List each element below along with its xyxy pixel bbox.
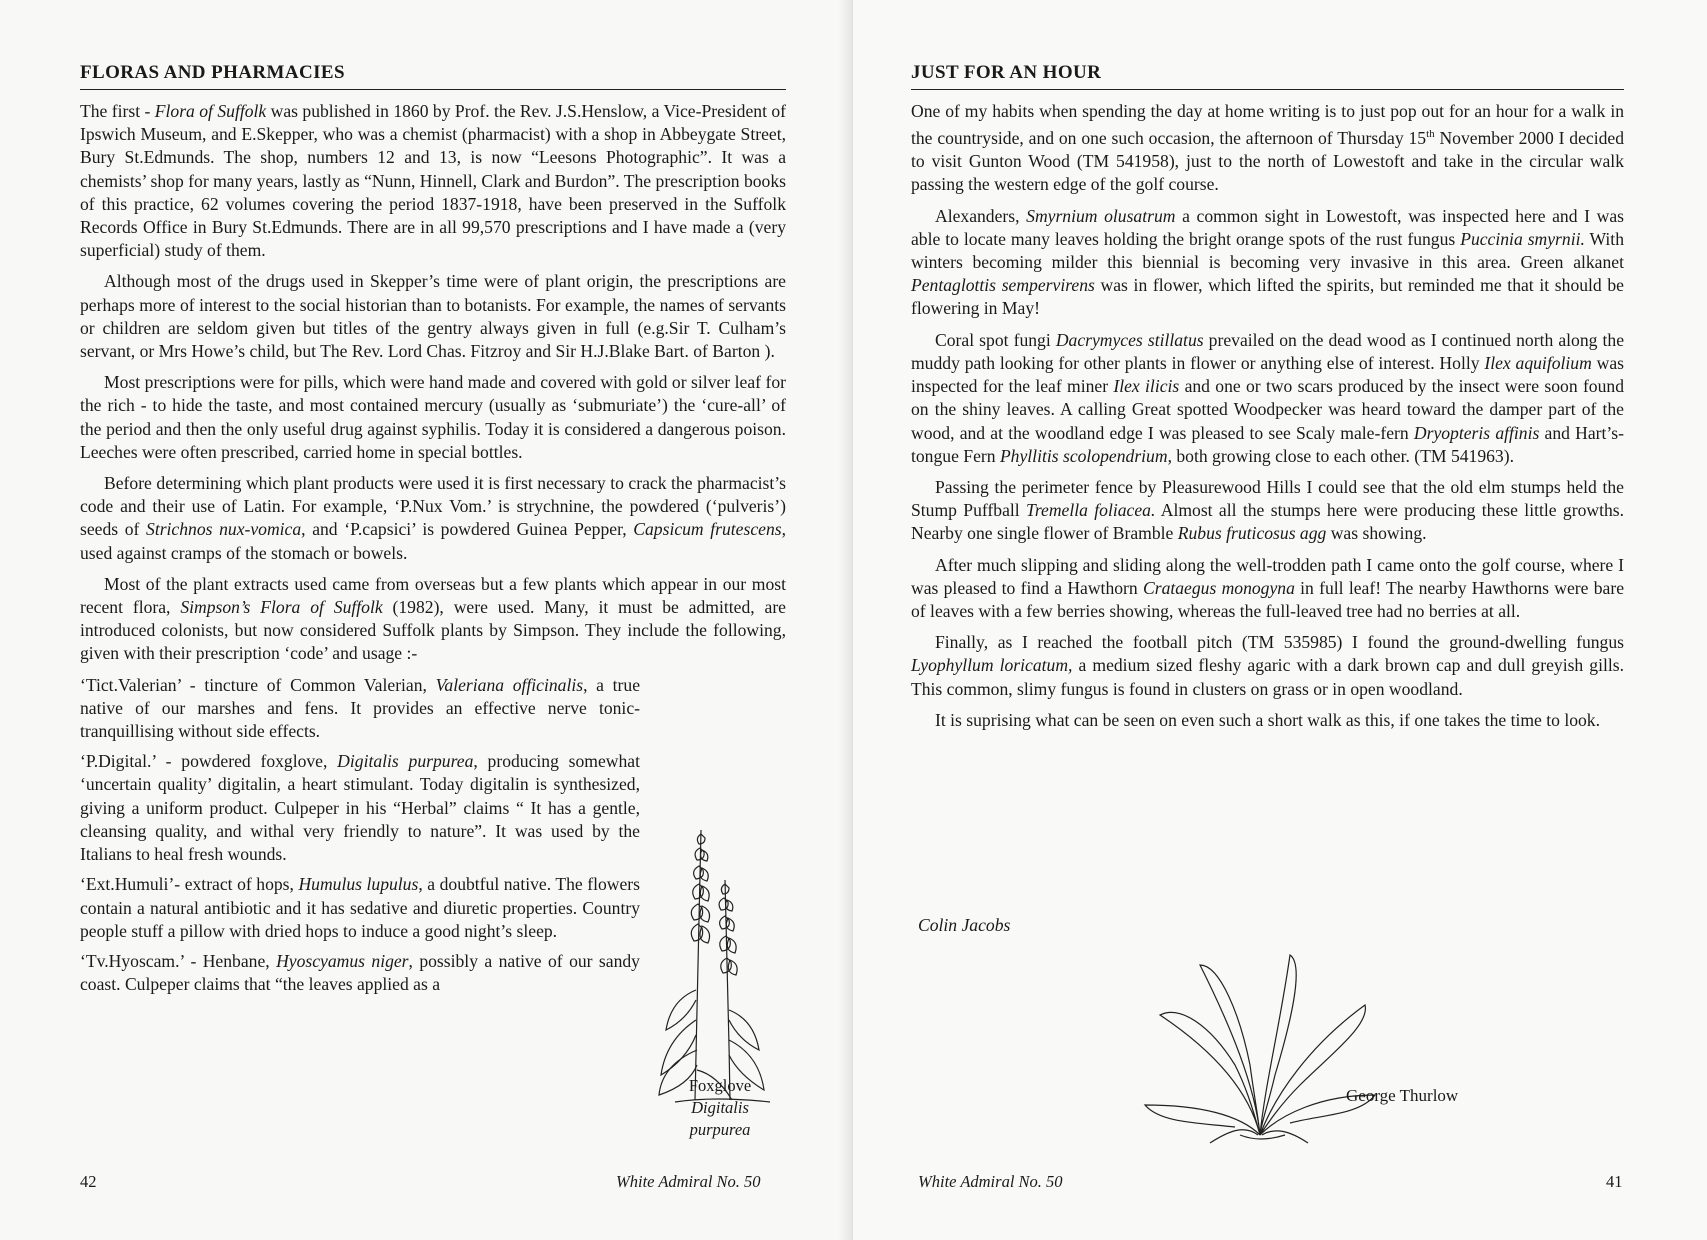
entry-henbane: ‘Tv.Hyoscam.’ - Henbane, Hyoscyamus niger, possibly a native of our sandy coast. Culpeper claims that “the leaves applied as a	[80, 950, 640, 995]
paragraph: Although most of the drugs used in Skepper’s time were of plant origin, the prescriptions are perhaps more of interest to the social historian than to botanists. For example, the names of servants or children are seldom given but titles of the gentry always given in full (e.g.Sir T. Culham’s servant, or Mrs Howe’s child, but The Rev. Lord Chas. Fitzroy and Sir H.J.Blake Bart. of Barton ).	[80, 271, 786, 362]
paragraph: Most prescriptions were for pills, which were hand made and covered with gold or silver leaf for the rich - to hide the taste, and most contained mercury (usually as ‘submuriate’) the ‘cure-all’ of the period and then the only useful drug against syphilis. Today it is considered a dangerous poison. Leeches were often prescribed, carried home in special bottles.	[80, 372, 786, 462]
entry-hops: ‘Ext.Humuli’- extract of hops, Humulus lupulus, a doubtful native. The flowers contain a natural antibiotic and it has sedative and diuretic properties. Country people stuff a pillow with dried hops to induce a good night’s sleep.	[80, 874, 640, 941]
paragraph: Finally, as I reached the football pitch (TM 535985) I found the ground-dwelling fungus Lyophyllum loricatum, a medium sized fleshy agaric with a dark brown cap and dull greyish gills. This common, slimy fungus is found in clusters on grass or in open woodland.	[911, 632, 1624, 699]
plant-entries	[80, 674, 640, 997]
paragraph: Coral spot fungi Dacrymyces stillatus prevailed on the dead wood as I continued north along the muddy path looking for other plants in flower or anything else of interest. Holly Ilex aquifolium was inspected for the leaf miner Ilex ilicis and one or two scars produced by the insect were soon found on the shiny leaves. A calling Great spotted Woodpecker was heard toward the damper part of the wood, and at the woodland edge I was pleased to see Scaly male-fern Dryopteris affinis and Hart’s-tongue Fern Phyllitis scolopendrium, both growing close to each other. (TM 541963).	[911, 329, 1625, 466]
paragraph: The first - Flora of Suffolk was published in 1860 by Prof. the Rev. J.S.Henslow, a Vice-President of Ipswich Museum, and E.Skepper, who was a chemist (pharmacist) with a shop in Abbeygate Street, Bury St.Edmunds. The shop, numbers 12 and 13, is now “Leesons Photographic”. It was a chemists’ shop for many years, lastly as “Nunn, Hinnell, Clark and Burdon”. The prescription books of this practice, 62 volumes covering the period 1837-1918, have been preserved in the Suffolk Records Office in Bury St.Edmunds. There are in all 99,570 prescriptions and I have made a (very superficial) study of them.	[80, 101, 787, 261]
page-number: 42	[80, 1172, 97, 1191]
paragraph: It is suprising what can be seen on even such a short walk as this, if one takes the time to look.	[935, 709, 1600, 730]
magazine-footer: White Admiral No. 50	[616, 1172, 761, 1191]
paragraph: Most of the plant extracts used came from overseas but a few plants which appear in our most recent flora, Simpson’s Flora of Suffolk (1982), were used. Many, it must be admitted, are introduced colonists, but now considered Suffolk plants by Simpson. They include the following, given with their prescription ‘code’ and usage :-	[80, 573, 786, 664]
article-heading: JUST FOR AN HOUR	[911, 62, 1624, 90]
magazine-footer: White Admiral No. 50	[918, 1172, 1063, 1191]
paragraph: One of my habits when spending the day at home writing is to just pop out for an hour for a walk in the countryside, and on one such occasion, the afternoon of Thursday 15th November 2000 I decided to visit Gunton Wood (TM 541958), just to the north of Lowestoft and take in the circular walk passing the western edge of the golf course.	[911, 101, 1624, 195]
right-column	[911, 62, 1624, 740]
entry-foxglove: ‘P.Digital.’ - powdered foxglove, Digitalis purpurea, producing somewhat ‘uncertain quality’ digitalin, a heart stimulant. Today digitalin is synthesized, giving a uniform product. Culpeper in his “Herbal” claims “ It has a gentle, cleansing quality, and withal very friendly to nature”. It was used by the Italians to heal fresh wounds.	[80, 751, 640, 865]
figure-caption: Foxglove Digitalis purpurea	[688, 1076, 752, 1139]
left-page	[0, 0, 853, 1240]
paragraph: Before determining which plant products were used it is first necessary to crack the pharmacist’s code and their use of Latin. For example, ‘P.Nux Vom.’ is strychnine, the powdered (‘pulveris’) seeds of Strichnos nux-vomica, and ‘P.capsici’ is powdered Guinea Pepper, Capsicum frutescens, used against cramps of the stomach or bowels.	[80, 473, 787, 563]
illustrator-credit: George Thurlow	[1346, 1086, 1459, 1105]
entry-valerian: ‘Tict.Valerian’ - tincture of Common Valerian, Valeriana officinalis, a true native of our marshes and fens. It provides an effective nerve tonic- tranquillising without side effects.	[80, 674, 640, 742]
paragraph: After much slipping and sliding along the well-trodden path I came onto the golf course, where I was pleased to find a Hawthorn Crataegus monogyna in full leaf! The nearby Hawthorns were bare of leaves with a few berries showing, whereas the full-leaved tree had no berries at all.	[911, 554, 1624, 621]
hartstongue-fern-illustration-icon	[1140, 945, 1380, 1145]
author-signature: Colin Jacobs	[918, 915, 1011, 935]
paragraph: Alexanders, Smyrnium olusatrum a common sight in Lowestoft, was inspected here and I was able to locate many leaves holding the bright orange spots of the rust fungus Puccinia smyrnii. With winters becoming milder this biennial is becoming very invasive in this area. Green alkanet Pentaglottis sempervirens was in flower, which lifted the spirits, but reminded me that it should be flowering in May!	[911, 205, 1624, 319]
article-heading: FLORAS AND PHARMACIES	[80, 62, 786, 90]
paragraph: Passing the perimeter fence by Pleasurewood Hills I could see that the old elm stumps held the Stump Puffball Tremella foliacea. Almost all the stumps here were producing these little growths. Nearby one single flower of Bramble Rubus fruticosus agg was showing.	[911, 476, 1624, 544]
page-number: 41	[1606, 1172, 1623, 1191]
